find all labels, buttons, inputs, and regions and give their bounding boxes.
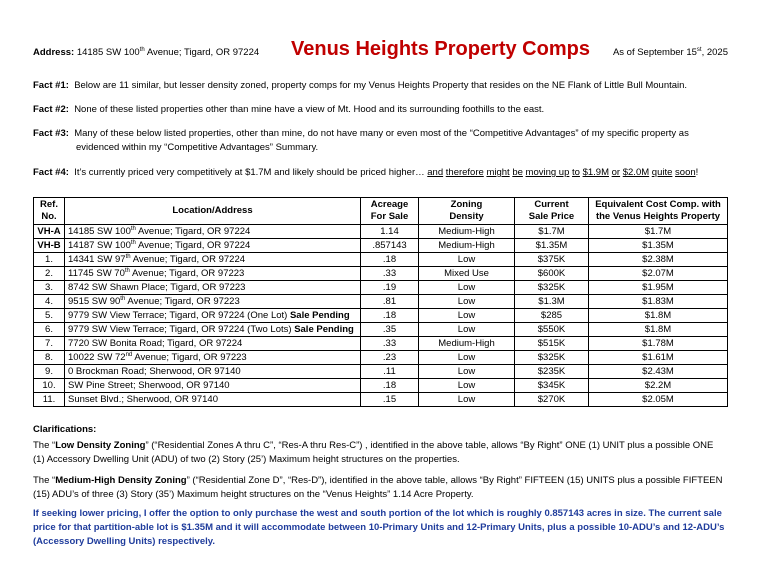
fact-underlined: and: [427, 167, 444, 178]
table-header-row: [34, 198, 728, 225]
heading-text: Clarifications:: [33, 424, 97, 435]
address-text: 7720 SW Bonita Road; Tigard, OR 97224: [68, 337, 243, 349]
clarifications-heading: [33, 423, 731, 437]
table-row: [34, 337, 728, 351]
col-price: [515, 198, 589, 225]
clarification-offer: [33, 507, 731, 549]
fact-2: [33, 103, 731, 117]
cell-price: $375K: [515, 253, 589, 267]
address-text: 14187 SW 100: [68, 239, 131, 251]
cell-price: $345K: [515, 379, 589, 393]
cell-price: $515K: [515, 337, 589, 351]
cell-equivalent: $1.35M: [589, 239, 728, 253]
cell-equivalent: $1.61M: [589, 351, 728, 365]
cell-ref: VH-B: [34, 239, 65, 253]
cell-price: $270K: [515, 393, 589, 407]
cell-equivalent: $1.7M: [589, 225, 728, 239]
cell-address: [65, 253, 361, 267]
fact-text: None of these listed properties other than mine have a view of Mt. Hood and its surrounding foothills to the east.: [74, 104, 545, 115]
table-row: [34, 309, 728, 323]
address-text: Sunset Blvd.; Sherwood, OR 97140: [68, 393, 218, 405]
cell-ref: 4.: [34, 295, 65, 309]
clarification-medium-high-density: [33, 474, 731, 502]
address-text: 11745 SW 70: [68, 267, 125, 279]
cell-equivalent: $2.43M: [589, 365, 728, 379]
cell-zoning: Low: [419, 379, 515, 393]
table-body: [34, 225, 728, 407]
fact-underlined: $2.0M: [622, 167, 650, 178]
cell-price: $1.35M: [515, 239, 589, 253]
sale-pending-label: Sale Pending: [289, 309, 350, 321]
fact-text: Below are 11 similar, but lesser density zoned, property comps for my Venus Heights Property that resides on the NE Flank of Little Bull Mountain.: [74, 80, 688, 91]
cell-address: [65, 337, 361, 351]
fact-text-continued: evidenced within my “Competitive Advantages” Summary.: [76, 142, 319, 153]
fact-underlined: be: [512, 167, 523, 178]
address-text: 8742 SW Shawn Place; Tigard, OR 97223: [68, 281, 246, 293]
cell-price: $325K: [515, 351, 589, 365]
cell-address: [65, 295, 361, 309]
table-row: [34, 323, 728, 337]
address-text: 14185 SW 100: [76, 47, 140, 58]
fact-1: [33, 79, 731, 93]
cell-equivalent: $1.8M: [589, 309, 728, 323]
clar-text: ” (“Residential Zones A thru C”, “Res-A thru Res-C”) , identified in the above table, allows “By Right” ONE (1) UNIT plus a possible ONE: [145, 440, 714, 451]
cell-ref: 6.: [34, 323, 65, 337]
fact-underlined: might: [486, 167, 510, 178]
address-sup: nd: [125, 351, 133, 358]
document-header: [33, 38, 728, 66]
cell-acreage: .857143: [361, 239, 419, 253]
clar-text: (1) Accessory Dwelling Unit (ADU) of two (2) Story (25’) Maximum height structures on the properties.: [33, 454, 460, 465]
address-text: SW Pine Street; Sherwood, OR 97140: [68, 379, 230, 391]
cell-acreage: .33: [361, 267, 419, 281]
address-sup: th: [120, 295, 126, 302]
fact-underlined: therefore: [445, 167, 484, 178]
fact-underlined: moving up: [525, 167, 570, 178]
table-row: [34, 365, 728, 379]
address-text: 0 Brockman Road; Sherwood, OR 97140: [68, 365, 241, 377]
cell-address: [65, 239, 361, 253]
cell-price: $1.7M: [515, 225, 589, 239]
cell-zoning: Low: [419, 295, 515, 309]
col-equivalent: [589, 198, 728, 225]
cell-address: [65, 281, 361, 295]
address-sup: th: [139, 46, 145, 53]
cell-acreage: .18: [361, 309, 419, 323]
cell-equivalent: $1.95M: [589, 281, 728, 295]
address-text: 9779 SW View Terrace; Tigard, OR 97224 (Two Lots): [68, 323, 295, 335]
cell-zoning: Medium-High: [419, 337, 515, 351]
cell-ref: VH-A: [34, 225, 65, 239]
fact-underlined: or: [611, 167, 621, 178]
clar-bold: Low Density Zoning: [55, 440, 146, 451]
offer-text: (Accessory Dwelling Units) respectively.: [33, 536, 215, 547]
cell-address: [65, 393, 361, 407]
address-sup: th: [125, 253, 131, 260]
cell-ref: 7.: [34, 337, 65, 351]
cell-zoning: Low: [419, 351, 515, 365]
fact-underlined: to: [572, 167, 580, 178]
fact-3: [33, 127, 731, 155]
clarification-low-density: [33, 439, 731, 467]
address-text-end: Avenue; Tigard, OR 97223: [132, 351, 247, 363]
header-text: No.: [41, 211, 57, 222]
as-of-sup: st: [696, 46, 702, 53]
cell-acreage: .11: [361, 365, 419, 379]
cell-acreage: .18: [361, 253, 419, 267]
cell-zoning: Medium-High: [419, 239, 515, 253]
fact-label: Fact #4:: [33, 167, 69, 178]
fact-4: [33, 166, 731, 180]
offer-text: If seeking lower pricing, I offer the option to only purchase the west and south portion of the lot which is roughly 0.857143 acres in size. The current sale: [33, 508, 722, 519]
col-location: Location/Address: [65, 198, 361, 225]
table-row: [34, 253, 728, 267]
fact-label: Fact #1:: [33, 80, 69, 91]
address-text: 14341 SW 97: [68, 253, 126, 265]
address-sup: th: [124, 267, 130, 274]
col-acreage: [361, 198, 419, 225]
cell-price: $600K: [515, 267, 589, 281]
address-text-end: Avenue; Tigard, OR 97224: [135, 225, 251, 237]
cell-acreage: .23: [361, 351, 419, 365]
cell-ref: 11.: [34, 393, 65, 407]
cell-price: $550K: [515, 323, 589, 337]
cell-equivalent: $2.38M: [589, 253, 728, 267]
address-text-end: Avenue; Tigard, OR 97224: [130, 253, 246, 265]
cell-equivalent: $1.83M: [589, 295, 728, 309]
col-zoning: [419, 198, 515, 225]
header-text: For Sale: [370, 211, 409, 222]
cell-address: [65, 309, 361, 323]
header-text: Acreage: [370, 199, 409, 210]
offer-text: price for that partition-able lot is $1.35M and it will accommodate between 10-Primary Units and 12-Primary Units, plus a possible 10-ADU’s and 12-ADU’s: [33, 522, 725, 533]
cell-acreage: .35: [361, 323, 419, 337]
cell-ref: 10.: [34, 379, 65, 393]
address-sup: th: [130, 239, 136, 246]
cell-zoning: Low: [419, 323, 515, 337]
sale-pending-label: Sale Pending: [294, 323, 354, 335]
table-row: [34, 239, 728, 253]
address-label: Address:: [33, 47, 75, 58]
cell-acreage: .18: [361, 379, 419, 393]
clar-text: ” (“Residential Zone D”, “Res-D”), identified in the above table, allows “By Right” FIFTEEN (15) UNITS plus a possible FIFTEEN: [186, 475, 723, 486]
fact-underlined: $1.9M: [582, 167, 609, 178]
cell-ref: 2.: [34, 267, 65, 281]
cell-equivalent: $1.8M: [589, 323, 728, 337]
address-text-end: Avenue; Tigard, OR 97223: [129, 267, 245, 279]
cell-ref: 3.: [34, 281, 65, 295]
cell-zoning: Low: [419, 393, 515, 407]
cell-address: [65, 351, 361, 365]
cell-zoning: Mixed Use: [419, 267, 515, 281]
fact-underlined: soon: [675, 167, 696, 178]
table-row: [34, 267, 728, 281]
as-of-date: [613, 47, 728, 58]
fact-label: Fact #2:: [33, 104, 69, 115]
table-row: [34, 225, 728, 239]
address-text-end: Avenue; Tigard, OR 97224: [144, 47, 260, 58]
cell-acreage: .19: [361, 281, 419, 295]
clar-text: The “: [33, 440, 56, 451]
as-of-year: , 2025: [701, 47, 728, 58]
header-text: the Venus Heights Property: [595, 211, 721, 222]
address-text: 10022 SW 72: [68, 351, 126, 363]
cell-acreage: 1.14: [361, 225, 419, 239]
clar-bold: Medium-High Density Zoning: [55, 475, 187, 486]
clar-text: (15) ADU’s of three (3) Story (35’) Maximum height structures on the “Venus Heights” 1.14 Acre Property.: [33, 489, 474, 500]
header-text: Density: [449, 211, 484, 222]
address-text-end: Avenue; Tigard, OR 97223: [125, 295, 240, 307]
table-row: [34, 393, 728, 407]
cell-equivalent: $2.05M: [589, 393, 728, 407]
cell-address: [65, 365, 361, 379]
table-row: [34, 295, 728, 309]
cell-address: [65, 225, 361, 239]
address-line: [33, 47, 259, 58]
header-text: Equivalent Cost Comp. with: [595, 199, 721, 210]
fact-text: Many of these below listed properties, other than mine, do not have many or even most of the “Competitive Advantages” of my specific property as: [74, 128, 689, 139]
col-ref: [34, 198, 65, 225]
cell-address: [65, 323, 361, 337]
cell-address: [65, 267, 361, 281]
page-title: Venus Heights Property Comps: [291, 38, 590, 60]
cell-equivalent: $2.07M: [589, 267, 728, 281]
cell-acreage: .33: [361, 337, 419, 351]
cell-address: [65, 379, 361, 393]
cell-price: $325K: [515, 281, 589, 295]
address-sup: th: [130, 225, 136, 232]
address-text: 9515 SW 90: [68, 295, 121, 307]
cell-ref: 9.: [34, 365, 65, 379]
address-text: 14185 SW 100: [68, 225, 131, 237]
cell-price: $285: [515, 309, 589, 323]
cell-equivalent: $1.78M: [589, 337, 728, 351]
comps-table: [33, 197, 728, 407]
cell-zoning: Low: [419, 281, 515, 295]
table-row: [34, 281, 728, 295]
fact-label: Fact #3:: [33, 128, 69, 139]
table-row: [34, 379, 728, 393]
fact-underlined: quite: [651, 167, 673, 178]
cell-acreage: .81: [361, 295, 419, 309]
address-text: 9779 SW View Terrace; Tigard, OR 97224 (One Lot): [68, 309, 290, 321]
as-of-text: As of September 15: [612, 47, 697, 58]
cell-zoning: Low: [419, 309, 515, 323]
cell-ref: 5.: [34, 309, 65, 323]
table-row: [34, 351, 728, 365]
cell-equivalent: $2.2M: [589, 379, 728, 393]
cell-price: $1.3M: [515, 295, 589, 309]
fact-text: It’s currently priced very competitively at $1.7M and likely should be priced higher…: [74, 167, 428, 178]
header-text: Current: [534, 199, 569, 210]
cell-acreage: .15: [361, 393, 419, 407]
header-text: Ref.: [40, 199, 58, 210]
header-text: Sale Price: [528, 211, 575, 222]
address-text-end: Avenue; Tigard, OR 97224: [135, 239, 251, 251]
header-text: Zoning: [450, 199, 483, 210]
cell-zoning: Low: [419, 365, 515, 379]
cell-zoning: Medium-High: [419, 225, 515, 239]
fact-end: !: [695, 167, 699, 178]
cell-price: $235K: [515, 365, 589, 379]
clar-text: The “: [33, 475, 56, 486]
cell-ref: 1.: [34, 253, 65, 267]
cell-ref: 8.: [34, 351, 65, 365]
cell-zoning: Low: [419, 253, 515, 267]
